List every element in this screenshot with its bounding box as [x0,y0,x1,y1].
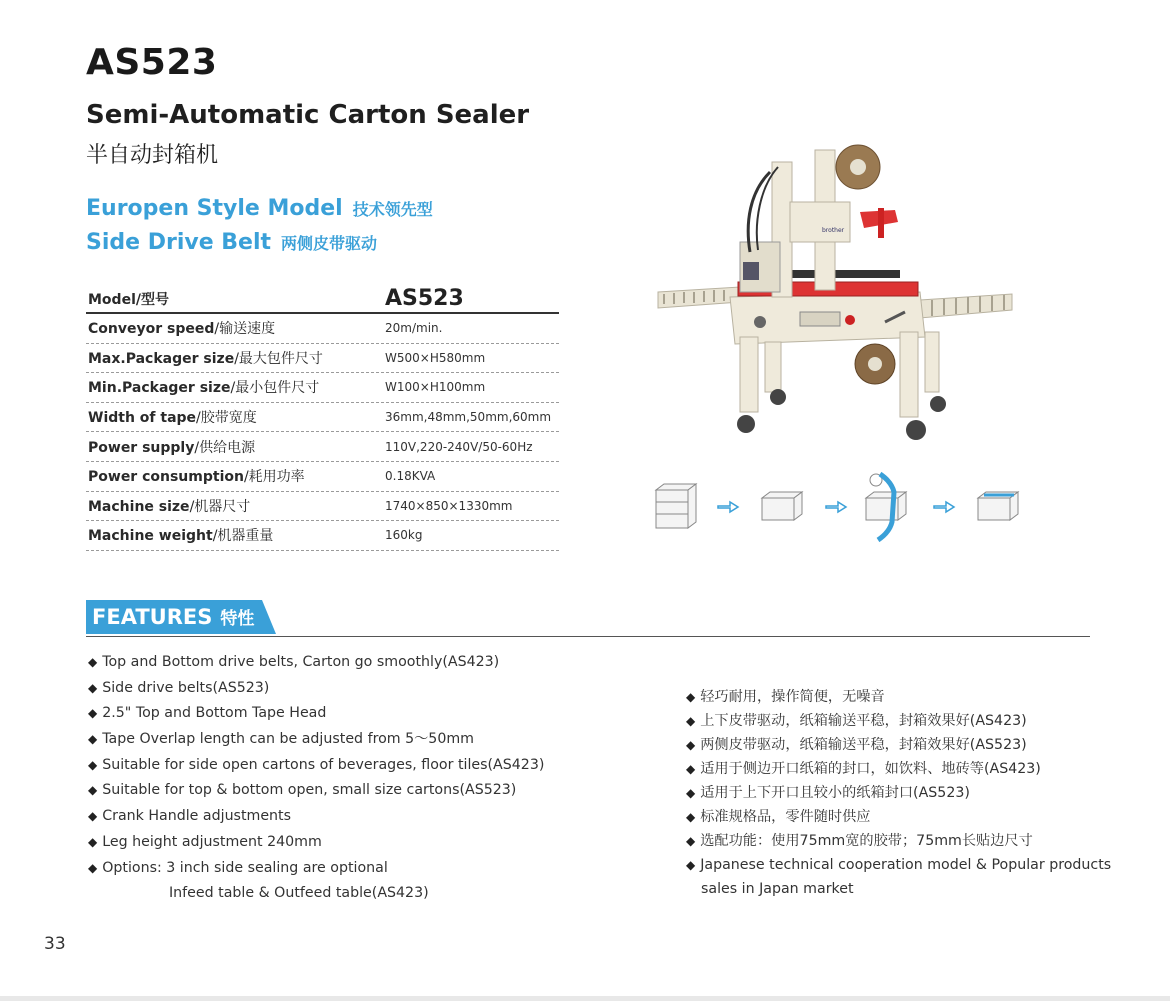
tagline-1-en: Europen Style Model [86,196,343,221]
carton-sealer-machine-image [650,132,1020,452]
closed-carton-icon [762,492,802,520]
diamond-bullet-icon: ◆ [88,655,98,669]
tagline-europen-style [86,196,433,221]
diamond-bullet-icon: ◆ [88,783,98,798]
spec-key: Machine size/机器尺寸 [88,498,251,515]
diamond-bullet-icon: ◆ [686,738,696,752]
spec-table [86,284,559,551]
spec-value: W100×H100mm [385,380,486,395]
spec-value: 160kg [385,528,423,543]
arrow-right-icon [718,502,738,512]
machine-frame [730,145,925,384]
product-name-cn: 半自动封箱机 [86,143,219,168]
taping-carton-icon [866,474,906,540]
diamond-bullet-icon: ◆ [88,860,98,875]
spec-value: W500×H580mm [385,350,486,365]
product-name: Semi-Automatic Carton Sealer [86,100,530,130]
list-item: ◆ Japanese technical cooperation model & Popular products [686,857,1112,873]
diamond-bullet-icon: ◆ [88,732,98,747]
diamond-bullet-icon: ◆ [686,786,696,800]
spec-value: 0.18KVA [385,469,436,484]
spec-key: Width of tape/胶带宽度 [88,410,257,427]
open-carton-icon [656,484,696,528]
spec-key: Conveyor speed/输送速度 [88,321,276,338]
spec-key: Min.Packager size/最小包件尺寸 [88,380,320,397]
features-title [92,604,254,629]
spec-value: 110V,220-240V/50-60Hz [385,439,533,454]
sealing-process-diagram [650,468,1030,548]
arrow-right-icon [934,502,954,512]
diamond-bullet-icon: ◆ [686,762,696,776]
diamond-bullet-icon: ◆ [88,809,98,824]
list-item: ◆ Side drive belts(AS523) [88,679,270,696]
list-item-continuation: sales in Japan market [701,881,854,897]
spec-row [86,432,559,462]
diamond-bullet-icon: ◆ [686,858,696,872]
outfeed-rollers [920,294,1012,318]
spec-header-key-cn: 型号 [140,292,169,308]
tagline-2-en: Side Drive Belt [86,230,272,255]
infeed-rollers [658,287,740,308]
spec-table-header [86,284,559,314]
features-list-cn [686,685,1111,901]
diamond-bullet-icon: ◆ [88,706,98,721]
list-item: ◆ 适用于上下开口且较小的纸箱封口(AS523) [686,785,970,801]
list-item: ◆ 适用于侧边开口纸箱的封口，如饮料、地砖等(AS423) [686,761,1041,777]
spec-row [86,403,559,433]
spec-value: 36mm,48mm,50mm,60mm [385,410,552,425]
list-item: ◆ 两侧皮带驱动，纸箱输送平稳，封箱效果好(AS523) [686,737,1027,753]
spec-value: 20m/min. [385,321,443,336]
spec-row [86,373,559,403]
diamond-bullet-icon: ◆ [88,680,98,695]
spec-row [86,314,559,344]
spec-header-value: AS523 [385,286,464,311]
features-title-en: FEATURES [92,605,213,629]
tagline-1-cn: 技术领先型 [352,200,433,219]
spec-row [86,521,559,551]
features-title-cn: 特性 [220,609,255,629]
list-item: ◆ Suitable for side open cartons of beverages, floor tiles(AS423) [88,756,545,773]
sealed-carton-icon [978,492,1018,520]
page-bottom-edge [0,996,1170,1001]
diamond-bullet-icon: ◆ [88,757,98,772]
features-list-en [88,650,544,907]
list-item: ◆ Options: 3 inch side sealing are optional [88,859,388,876]
list-item: ◆ 上下皮带驱动，纸箱输送平稳，封箱效果好(AS423) [686,713,1027,729]
spec-row [86,462,559,492]
diamond-bullet-icon: ◆ [88,834,98,849]
spec-row [86,492,559,522]
arrow-right-icon [826,502,846,512]
spec-value: 1740×850×1330mm [385,498,513,513]
features-banner [86,600,276,634]
list-item: ◆ 轻巧耐用，操作简便，无噪音 [686,689,885,705]
list-item: ◆ Top and Bottom drive belts, Carton go smoothly(AS423) [88,654,500,670]
diamond-bullet-icon: ◆ [686,810,696,824]
spec-key: Power supply/供给电源 [88,439,256,456]
diamond-bullet-icon: ◆ [686,714,696,728]
spec-header-key-en: Model/ [88,292,141,308]
list-item: ◆ Suitable for top & bottom open, small size cartons(AS523) [88,782,517,799]
machine-legs [740,332,939,417]
list-item: ◆ 2.5" Top and Bottom Tape Head [88,705,327,722]
list-item-continuation: Infeed table & Outfeed table(AS423) [169,885,429,902]
spec-header-key [86,289,385,312]
spec-key: Max.Packager size/最大包件尺寸 [88,350,323,367]
list-item: ◆ Leg height adjustment 240mm [88,833,322,850]
page-number: 33 [44,934,66,954]
diamond-bullet-icon: ◆ [686,690,696,704]
tagline-2-cn: 两侧皮带驱动 [281,234,378,253]
spec-key: Machine weight/机器重量 [88,528,274,545]
list-item: ◆ Crank Handle adjustments [88,808,292,825]
svg-text:brother: brother [822,227,845,234]
list-item: ◆ Tape Overlap length can be adjusted from 5～50mm [88,731,475,748]
spec-row [86,344,559,374]
diamond-bullet-icon: ◆ [686,834,696,848]
list-item: ◆ 选配功能：使用75mm宽的胶带；75mm长贴边尺寸 [686,833,1033,849]
tagline-side-drive [86,230,377,255]
list-item: ◆ 标准规格品，零件随时供应 [686,809,871,825]
features-divider [86,636,1090,637]
spec-key: Power consumption/耗用功率 [88,469,305,486]
page-title: AS523 [86,42,218,83]
